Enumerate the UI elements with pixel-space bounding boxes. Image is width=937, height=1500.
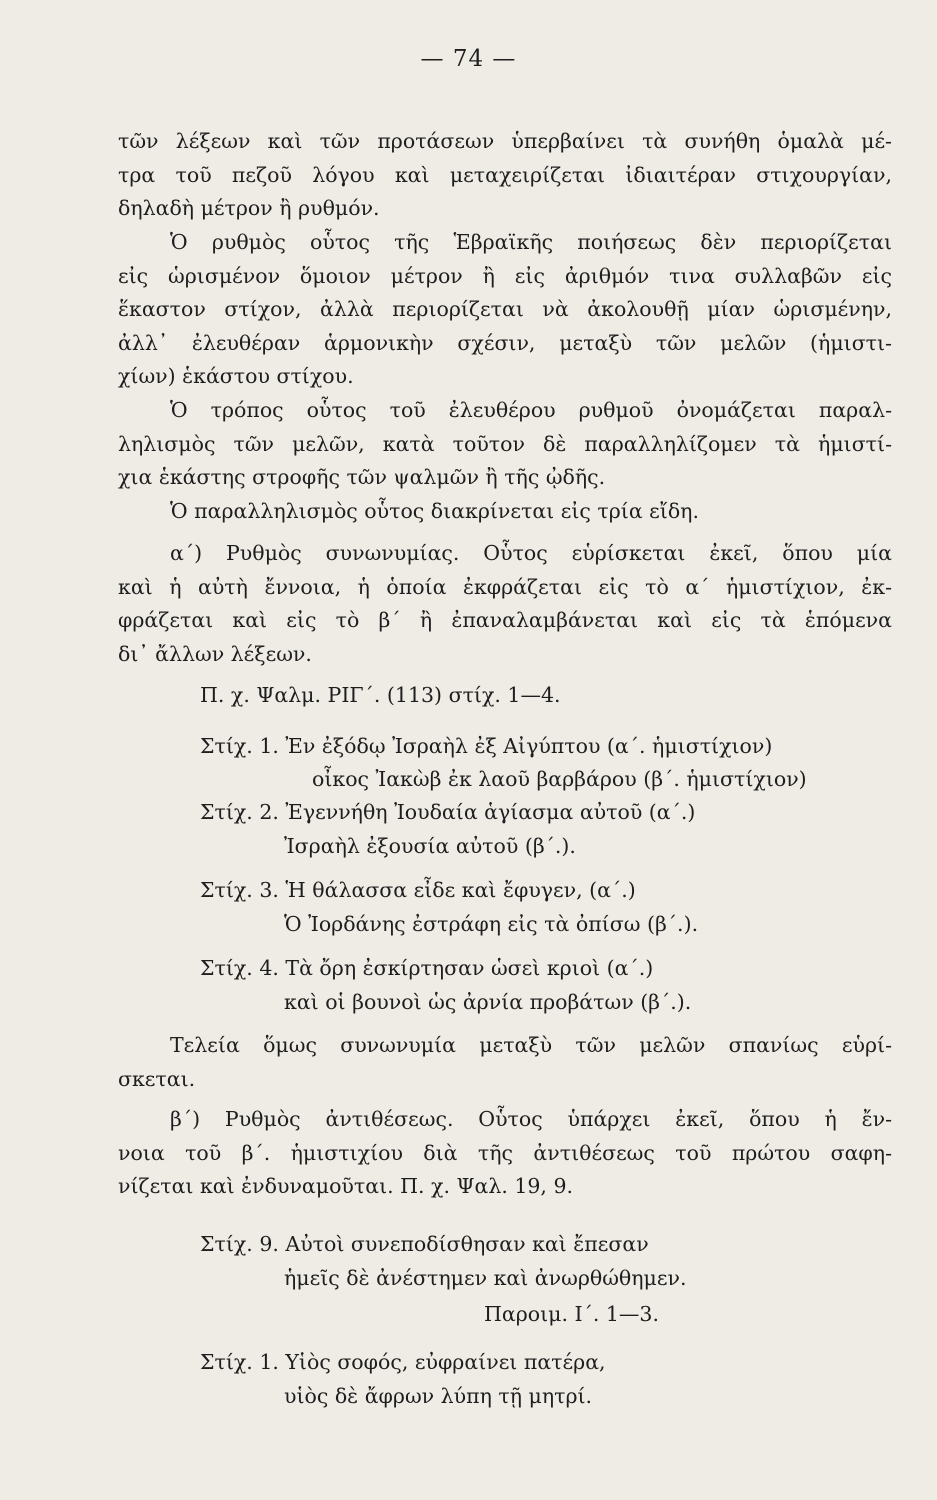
verse-1-a: Στίχ. 1. Ἐν ἐξόδῳ Ἰσραὴλ ἐξ Αἰγύπτου (α΄. ἡμιστίχιον) xyxy=(200,734,773,758)
verse-4-a: Στίχ. 4. Τὰ ὄρη ἐσκίρτησαν ὡσεὶ κριοὶ (α΄.) xyxy=(200,956,654,980)
text-line: εἰς ὡρισμένον ὅμοιον μέτρον ἢ εἰς ἀριθμόν τινα συλλαβῶν εἰς xyxy=(118,263,892,288)
verse-1-b: οἶκος Ἰακὼβ ἐκ λαοῦ βαρβάρου (β΄. ἡμιστίχιον) xyxy=(312,767,807,791)
text-line: Ὁ παραλληλισμὸς οὗτος διακρίνεται εἰς τρία εἴδη. xyxy=(170,499,699,523)
verse-3-a: Στίχ. 3. Ἡ θάλασσα εἶδε καὶ ἔφυγεν, (α΄.) xyxy=(200,878,636,902)
paragraph-2 xyxy=(118,226,892,394)
paragraph-4 xyxy=(118,495,892,529)
text-line: ἀλλ᾽ ἐλευθέραν ἁρμονικὴν σχέσιν, μεταξὺ τῶν μελῶν (ἡμιστι- xyxy=(118,330,892,355)
paragraph-5 xyxy=(118,537,892,671)
text-line: Ὁ ρυθμὸς οὗτος τῆς Ἑβραϊκῆς ποιήσεως δὲν περιορίζεται xyxy=(170,230,892,254)
text-line: καὶ ἡ αὐτὴ ἔννοια, ἡ ὁποία ἐκφράζεται εἰς τὸ α΄ ἡμιστίχιον, ἐκ- xyxy=(118,574,892,599)
text-line: νοια τοῦ β΄. ἡμιστιχίου διὰ τῆς ἀντιθέσεως τοῦ πρώτου σαφη- xyxy=(118,1140,892,1165)
text-line: σκεται. xyxy=(118,1066,196,1091)
text-line: ἕκαστον στίχον, ἀλλὰ περιορίζεται νὰ ἀκολουθῇ μίαν ὡρισμένην, xyxy=(118,297,892,322)
proverbs-reference: Παροιμ. Ι΄. 1—3. xyxy=(484,1302,659,1326)
verse-9-a: Στίχ. 9. Αὐτοὶ συνεποδίσθησαν καὶ ἔπεσαν xyxy=(200,1232,649,1256)
page-number: — 74 — xyxy=(420,46,517,72)
text-line: τρα τοῦ πεζοῦ λόγου καὶ μεταχειρίζεται ἰδιαιτέραν στιχουργίαν, xyxy=(118,162,892,187)
proverbs-verse-1-b: υἱὸς δὲ ἄφρων λύπη τῇ μητρί. xyxy=(284,1384,593,1408)
text-line: α΄) Ρυθμὸς συνωνυμίας. Οὗτος εὑρίσκεται ἐκεῖ, ὅπου μία xyxy=(170,541,892,565)
paragraph-6 xyxy=(118,1029,892,1096)
psalm-reference: Π. χ. Ψαλμ. ΡΙΓ΄. (113) στίχ. 1—4. xyxy=(200,683,561,707)
text-line: δηλαδὴ μέτρον ἢ ρυθμόν. xyxy=(118,196,380,221)
text-line: δι᾽ ἄλλων λέξεων. xyxy=(118,641,312,666)
paragraph-3 xyxy=(118,394,892,495)
text-line: νίζεται καὶ ἐνδυναμοῦται. Π. χ. Ψαλ. 19, 9. xyxy=(118,1174,574,1199)
proverbs-verse-1-a: Στίχ. 1. Υἱὸς σοφός, εὐφραίνει πατέρα, xyxy=(200,1350,606,1374)
text-line: τῶν λέξεων καὶ τῶν προτάσεων ὑπερβαίνει τὰ συνήθη ὁμαλὰ μέ- xyxy=(118,129,892,153)
verse-3-b: Ὁ Ἰορδάνης ἐστράφη εἰς τὰ ὀπίσω (β΄.). xyxy=(284,912,699,936)
paragraph-7 xyxy=(118,1103,892,1204)
text-line: χια ἑκάστης στροφῆς τῶν ψαλμῶν ἢ τῆς ᾠδῆς. xyxy=(118,465,606,490)
verse-2-a: Στίχ. 2. Ἐγεννήθη Ἰουδαία ἁγίασμα αὐτοῦ (α΄.) xyxy=(200,800,696,824)
text-line: φράζεται καὶ εἰς τὸ β΄ ἢ ἐπαναλαμβάνεται καὶ εἰς τὰ ἑπόμενα xyxy=(118,608,892,633)
text-line: ληλισμὸς τῶν μελῶν, κατὰ τοῦτον δὲ παραλληλίζομεν τὰ ἡμιστί- xyxy=(118,431,892,456)
text-line: χίων) ἑκάστου στίχου. xyxy=(118,364,354,389)
text-line: Τελεία ὅμως συνωνυμία μεταξὺ τῶν μελῶν σπανίως εὑρί- xyxy=(170,1033,892,1057)
text-line: Ὁ τρόπος οὗτος τοῦ ἐλευθέρου ρυθμοῦ ὀνομάζεται παραλ- xyxy=(170,398,892,422)
paragraph-1 xyxy=(118,125,892,226)
text-line: β΄) Ρυθμὸς ἀντιθέσεως. Οὗτος ὑπάρχει ἐκεῖ, ὅπου ἡ ἔν- xyxy=(170,1107,892,1131)
verse-9-b: ἡμεῖς δὲ ἀνέστημεν καὶ ἀνωρθώθημεν. xyxy=(284,1266,687,1290)
verse-2-b: Ἰσραὴλ ἐξουσία αὐτοῦ (β΄.). xyxy=(284,834,576,858)
verse-4-b: καὶ οἱ βουνοὶ ὡς ἀρνία προβάτων (β΄.). xyxy=(284,990,692,1014)
